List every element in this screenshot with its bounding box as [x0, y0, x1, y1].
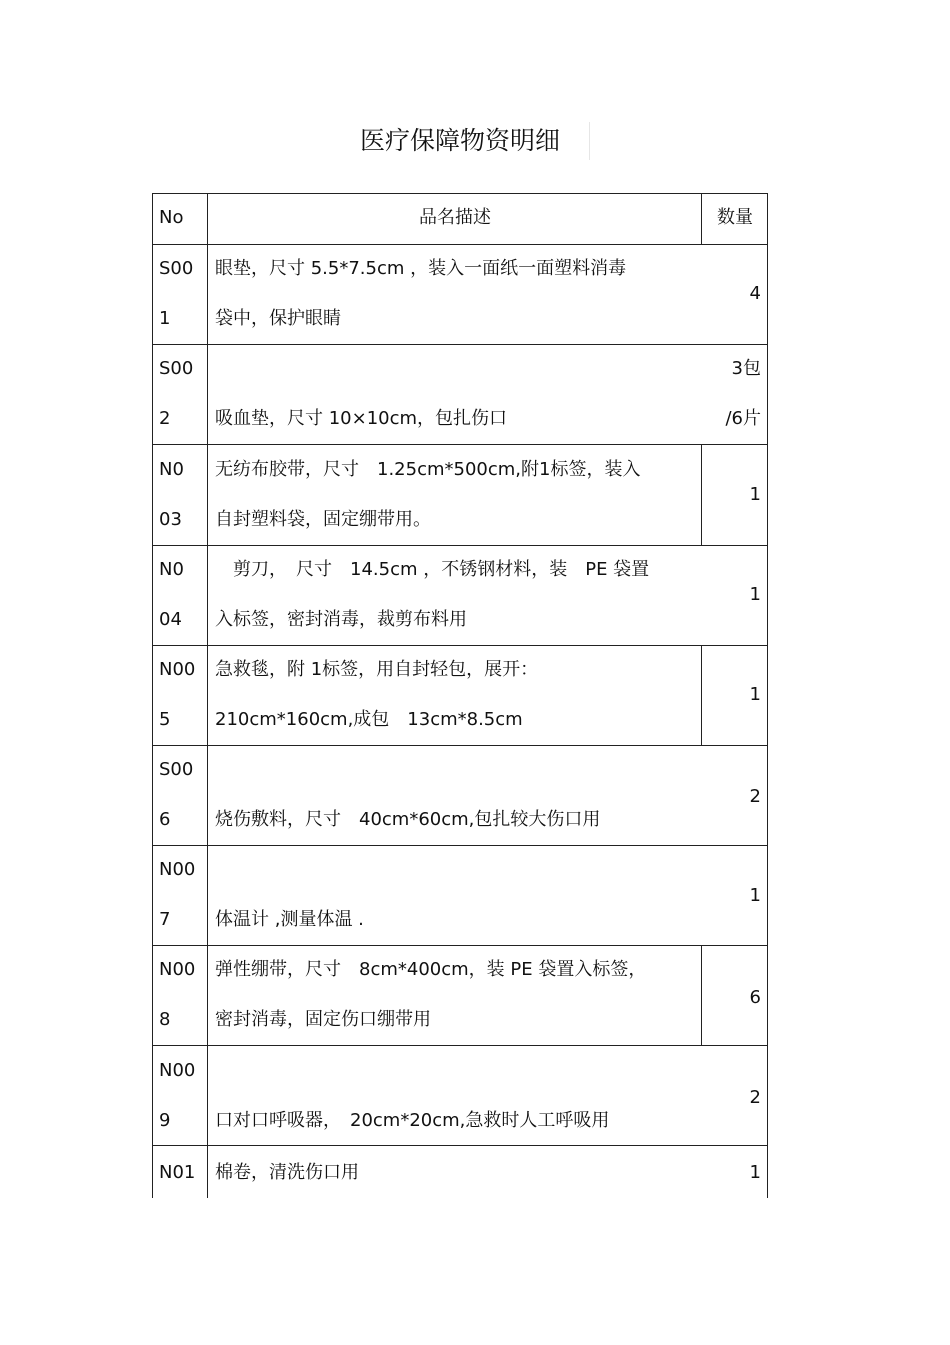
row-description-line: 密封消毒，固定伤口绷带用 [215, 1009, 431, 1030]
row-description-line: 棉卷，清洗伤口用 [215, 1162, 359, 1183]
row-description-line: 210cm*160cm,成包 13cm*8.5cm [215, 709, 523, 730]
row-no-line: N0 [159, 559, 184, 580]
row-no-line: N00 [159, 859, 196, 880]
row-description-line: 弹性绷带，尺寸 8cm*400cm，装 PE 袋置入标签， [215, 959, 647, 980]
row-no-line: 7 [159, 909, 171, 930]
row-quantity-line: 3包 [731, 358, 761, 379]
row-divider [153, 845, 767, 846]
page-title: 医疗保障物资明细 [360, 122, 590, 160]
row-no-line: 8 [159, 1009, 171, 1030]
row-no-line: S00 [159, 358, 194, 379]
row-no-line: 6 [159, 809, 171, 830]
row-description-line: 烧伤敷料，尺寸 40cm*60cm,包扎较大伤口用 [215, 809, 601, 830]
row-divider [153, 344, 767, 345]
row-divider [153, 1045, 767, 1046]
row-no-line: 9 [159, 1110, 171, 1131]
row-no-line: N01 [159, 1162, 196, 1183]
row-quantity-line: /6片 [725, 408, 761, 429]
row-description-line: 入标签，密封消毒，裁剪布料用 [215, 609, 467, 630]
row-no-line: N00 [159, 1060, 196, 1081]
row-description-line: 剪刀， 尺寸 14.5cm ，不锈钢材料，装 PE 袋置 [215, 559, 650, 580]
row-no-line: 03 [159, 509, 182, 530]
row-quantity: 1 [749, 1162, 761, 1183]
row-no-line: 2 [159, 408, 171, 429]
row-quantity: 4 [749, 283, 761, 304]
row-quantity: 1 [749, 484, 761, 505]
row-divider [153, 745, 767, 746]
header-no: No [159, 207, 184, 228]
header-quantity: 数量 [717, 207, 753, 228]
row-description-line: 自封塑料袋，固定绷带用。 [215, 509, 431, 530]
row-quantity: 1 [749, 584, 761, 605]
column-divider-qty [701, 193, 702, 245]
row-no-line: N00 [159, 959, 196, 980]
row-no-line: S00 [159, 258, 194, 279]
row-description-line: 吸血垫，尺寸 10×10cm，包扎伤口 [215, 408, 508, 429]
row-quantity: 6 [749, 987, 761, 1008]
row-no-line: S00 [159, 759, 194, 780]
row-description-line: 无纺布胶带，尺寸 1.25cm*500cm,附1标签，装入 [215, 459, 641, 480]
row-no-line: N0 [159, 459, 184, 480]
row-description-line: 急救毯，附 1标签，用自封轻包，展开： [215, 659, 539, 680]
row-quantity: 1 [749, 684, 761, 705]
row-no-line: 04 [159, 609, 182, 630]
column-divider-no [207, 193, 208, 1198]
row-quantity: 2 [749, 786, 761, 807]
row-no-line: N00 [159, 659, 196, 680]
row-no-line: 1 [159, 308, 171, 329]
row-no-line: 5 [159, 709, 171, 730]
row-quantity: 2 [749, 1087, 761, 1108]
row-quantity: 1 [749, 885, 761, 906]
row-description-line: 口对口呼吸器， 20cm*20cm,急救时人工呼吸用 [215, 1110, 610, 1131]
supply-table [152, 193, 768, 1198]
row-description-line: 眼垫，尺寸 5.5*7.5cm ，装入一面纸一面塑料消毒 [215, 258, 627, 279]
row-description-line: 袋中，保护眼睛 [215, 308, 341, 329]
header-description: 品名描述 [419, 207, 491, 228]
row-description-line: 体温计 ,测量体温 . [215, 909, 364, 930]
